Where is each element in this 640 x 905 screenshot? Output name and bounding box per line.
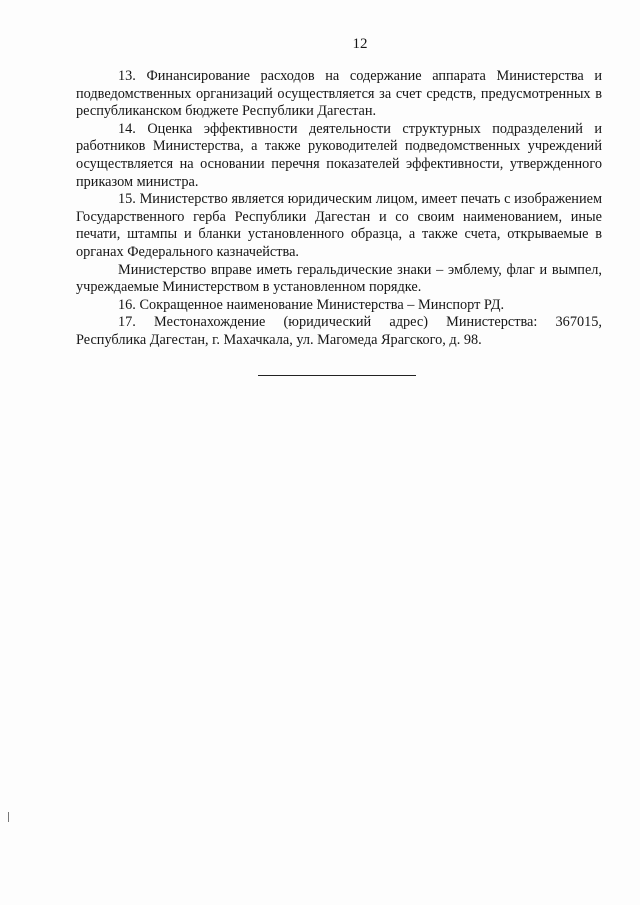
paragraph-heraldic-signs: Министерство вправе иметь геральдические знаки – эмблему, флаг и вымпел, учреждаемые Министерством в установленном порядке. (76, 261, 602, 296)
end-divider-line (258, 375, 416, 376)
scan-mark (8, 812, 9, 822)
paragraph-13-financing: 13. Финансирование расходов на содержание аппарата Министерства и подведомственных организаций осуществляется за счет средств, предусмотренных в республиканском бюджете Республики Дагестан. (76, 68, 602, 120)
page-number: 12 (352, 36, 368, 52)
document-body (76, 68, 602, 350)
paragraph-15-legal-entity: 15. Министерство является юридическим лицом, имеет печать с изображением Государственного герба Республики Дагестан и со своим наименованием, иные печати, штампы и бланки установленного образца, а также счета, открываемые в органах Федерального казначейства. (76, 191, 602, 260)
paragraph-17-address: 17. Местонахождение (юридический адрес) Министерства: 367015, Республика Дагестан, г. Махачкала, ул. Магомеда Ярагского, д. 98. (76, 314, 602, 348)
paragraph-14-evaluation: 14. Оценка эффективности деятельности структурных подразделений и работников Министерства, а также руководителей подведомственных учреждений осуществляется на основании перечня показателей эффективности, утвержденного приказом министра. (76, 120, 602, 190)
paragraph-16-short-name: 16. Сокращенное наименование Министерства – Минспорт РД. (118, 296, 505, 313)
